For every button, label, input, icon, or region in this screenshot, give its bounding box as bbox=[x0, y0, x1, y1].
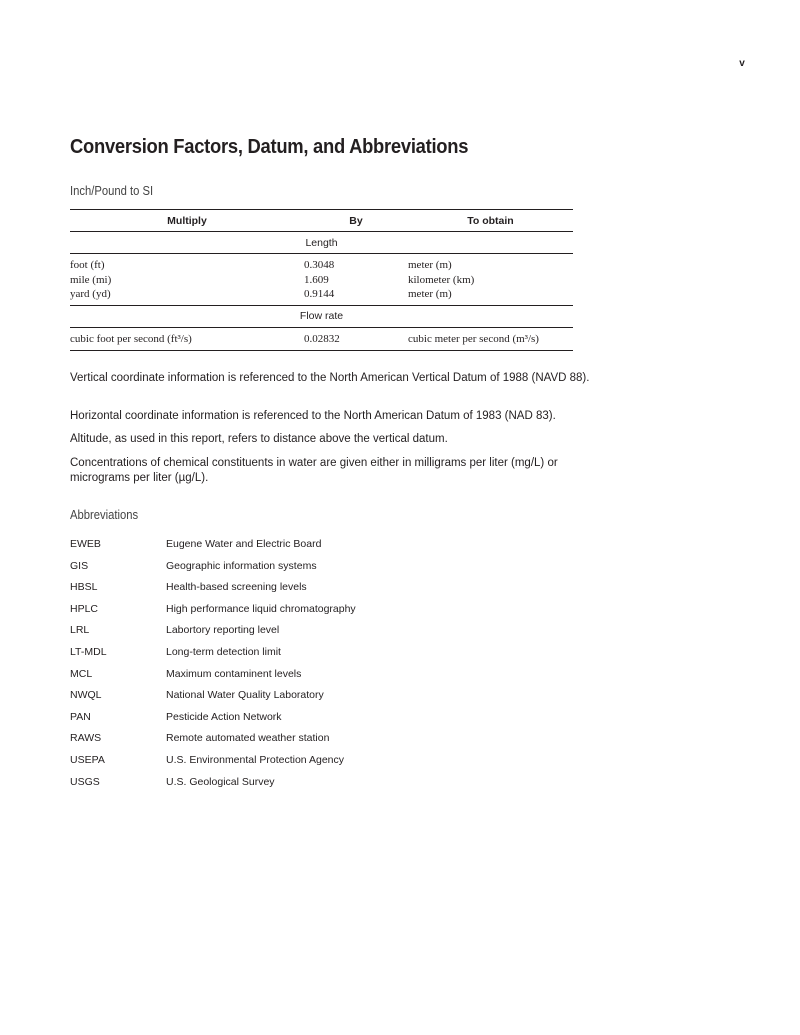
abbreviation: EWEB bbox=[70, 538, 101, 550]
table-row bbox=[70, 327, 573, 350]
column-header-by: By bbox=[304, 210, 408, 232]
abbreviation: MCL bbox=[70, 667, 93, 680]
section-label: Flow rate bbox=[70, 305, 573, 327]
cell-text: kilometer (km) bbox=[408, 273, 475, 286]
list-item bbox=[70, 731, 490, 753]
multiply-cell: cubic foot per second (ft³/s) bbox=[70, 327, 304, 350]
cell-text: meter (m) bbox=[408, 288, 452, 300]
abbreviation-meaning: Geographic information systems bbox=[166, 559, 317, 572]
abbreviation-meaning: National Water Quality Laboratory bbox=[166, 689, 324, 702]
abbreviation-meaning: U.S. Environmental Protection Agency bbox=[166, 753, 345, 766]
abbreviation: GIS bbox=[70, 559, 89, 572]
note-altitude: Altitude, as used in this report, refers to distance above the vertical datum. bbox=[70, 433, 448, 445]
list-item bbox=[70, 667, 490, 689]
list-item bbox=[70, 602, 490, 624]
abbreviation-meaning: Long-term detection limit bbox=[166, 645, 281, 658]
list-item bbox=[70, 537, 490, 559]
note-vertical-datum: Vertical coordinate information is referenced to the North American Vertical Datum of 1988 (NAVD 88). bbox=[70, 372, 590, 384]
note-concentrations: Concentrations of chemical constituents in water are given either in milligrams per liter (mg/L) or micrograms per liter (µg/L). bbox=[70, 457, 558, 484]
abbreviation-meaning: Health-based screening levels bbox=[166, 581, 307, 594]
note-horizontal-datum: Horizontal coordinate information is referenced to the North American Datum of 1983 (NAD 83). bbox=[70, 410, 556, 422]
cell-text: 0.3048 bbox=[304, 259, 335, 271]
page-number: v bbox=[739, 58, 745, 69]
abbreviation-meaning: Pesticide Action Network bbox=[166, 710, 282, 723]
section-label: Length bbox=[70, 232, 573, 254]
abbreviation: LRL bbox=[70, 624, 90, 637]
multiply-cell bbox=[70, 254, 304, 306]
abbreviation-meaning: Maximum contaminent levels bbox=[166, 667, 302, 680]
abbreviation-meaning: High performance liquid chromatography bbox=[166, 602, 356, 615]
cell-text: 0.9144 bbox=[304, 288, 335, 300]
section-row-flow-rate bbox=[70, 305, 573, 327]
abbreviation: HBSL bbox=[70, 581, 98, 594]
by-cell: 0.02832 bbox=[304, 327, 408, 350]
conversion-table bbox=[70, 209, 573, 351]
abbreviation: USEPA bbox=[70, 753, 105, 766]
table-header-row bbox=[70, 210, 573, 232]
list-item bbox=[70, 775, 490, 797]
abbreviation: PAN bbox=[70, 710, 91, 723]
to-obtain-cell bbox=[408, 254, 573, 306]
abbreviation-meaning: Remote automated weather station bbox=[166, 732, 330, 745]
abbreviation: HPLC bbox=[70, 602, 99, 615]
abbreviation-meaning: Eugene Water and Electric Board bbox=[166, 538, 322, 550]
column-header-multiply: Multiply bbox=[70, 210, 304, 232]
abbreviations-heading: Abbreviations bbox=[70, 508, 139, 522]
abbreviation-meaning: Labortory reporting level bbox=[166, 624, 280, 637]
cell-text: 1.609 bbox=[304, 273, 329, 286]
list-item bbox=[70, 645, 490, 667]
abbreviation: LT-MDL bbox=[70, 645, 107, 658]
abbreviation: RAWS bbox=[70, 732, 102, 745]
list-item bbox=[70, 688, 490, 710]
section-row-length bbox=[70, 232, 573, 254]
list-item bbox=[70, 623, 490, 645]
cell-text: foot (ft) bbox=[70, 259, 105, 271]
abbreviation: NWQL bbox=[70, 689, 102, 702]
list-item bbox=[70, 710, 490, 732]
conversion-heading: Inch/Pound to SI bbox=[70, 184, 154, 198]
cell-text: yard (yd) bbox=[70, 288, 111, 300]
cell-text: meter (m) bbox=[408, 259, 452, 271]
to-obtain-cell: cubic meter per second (m³/s) bbox=[408, 327, 573, 350]
list-item bbox=[70, 559, 490, 581]
abbreviation-meaning: U.S. Geological Survey bbox=[166, 775, 275, 788]
abbreviation: USGS bbox=[70, 775, 100, 788]
list-item bbox=[70, 753, 490, 775]
abbreviations-list bbox=[70, 537, 490, 796]
cell-text: mile (mi) bbox=[70, 273, 112, 286]
table-row bbox=[70, 254, 573, 306]
by-cell bbox=[304, 254, 408, 306]
page-title: Conversion Factors, Datum, and Abbreviations bbox=[70, 136, 469, 158]
list-item bbox=[70, 580, 490, 602]
column-header-to-obtain: To obtain bbox=[408, 210, 573, 232]
